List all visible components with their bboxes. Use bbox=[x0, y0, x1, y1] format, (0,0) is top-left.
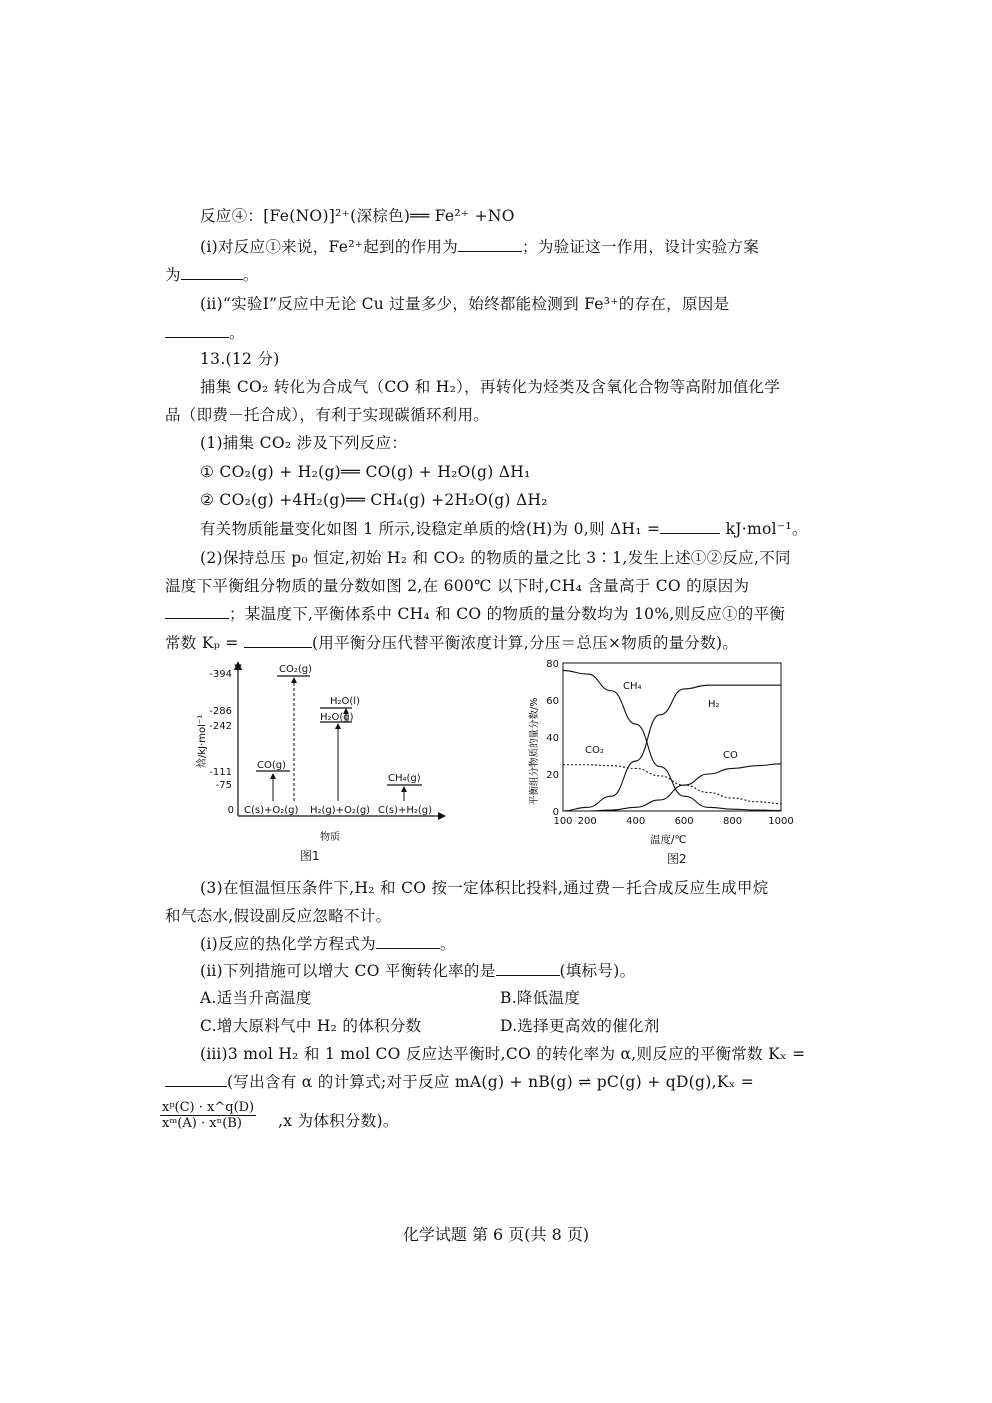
xtick-label: 200 bbox=[577, 816, 597, 827]
kp-label: 常数 Kₚ = bbox=[165, 634, 239, 652]
part-3-iii-note: (写出含有 α 的计算式;对于反应 mA(g) + nB(g) ⇌ pC(g) + qD(g),Kₓ = bbox=[227, 1073, 755, 1091]
part-1-question bbox=[200, 518, 808, 540]
part-2-line-3-text: ；某温度下,平衡体系中 CH₄ 和 CO 的物质的量分数均为 10%,则反应①的平衡 bbox=[229, 605, 786, 623]
part-2-line-1: (2)保持总压 p₀ 恒定,初始 H₂ 和 CO₂ 的物质的量之比 3∶1,发生上述①②反应,不同 bbox=[200, 549, 791, 567]
xtick-label: 800 bbox=[723, 816, 743, 827]
label-co2: CO₂ bbox=[585, 745, 604, 756]
question-ii-line: (ⅱ)“实验Ⅰ”反应中无论 Cu 过量多少，始终都能检测到 Fe³⁺的存在，原因是 bbox=[200, 295, 730, 313]
ytick: -75 bbox=[215, 780, 232, 791]
ytick: -242 bbox=[209, 721, 232, 732]
answer-blank[interactable] bbox=[376, 934, 440, 949]
equation-2: ② CO₂(g) +4H₂(g)══ CH₄(g) +2H₂O(g) ΔH₂ bbox=[200, 491, 548, 509]
level-co2: CO₂(g) bbox=[279, 664, 313, 675]
level-co: CO(g) bbox=[257, 760, 287, 771]
ytick-label: 20 bbox=[546, 770, 559, 781]
period: 。 bbox=[439, 935, 456, 953]
fig1-ylabel: 焓/kJ·mol⁻¹ bbox=[197, 714, 208, 768]
answer-blank[interactable] bbox=[165, 323, 229, 338]
equation-1: ① CO₂(g) + H₂(g)══ CO(g) + H₂O(g) ΔH₁ bbox=[200, 463, 531, 481]
level-ch4: CH₄(g) bbox=[388, 773, 421, 784]
fig2-ylabel: 平衡组分物质的量分数/% bbox=[529, 697, 540, 805]
answer-blank[interactable] bbox=[165, 1072, 227, 1087]
part-2-line-2: 温度下平衡组分物质的量分数如图 2,在 600℃ 以下时,CH₄ 含量高于 CO 的原因为 bbox=[165, 577, 750, 595]
base-3: C(s)+H₂(g) bbox=[378, 805, 433, 816]
option-d: D.选择更高效的催化剂 bbox=[500, 1017, 660, 1035]
option-a: A.适当升高温度 bbox=[200, 989, 312, 1007]
level-h2o-l: H₂O(l) bbox=[330, 696, 360, 707]
part-2-line-3 bbox=[165, 603, 785, 625]
part-3-ii-text: (ⅱ)下列措施可以增大 CO 平衡转化率的是 bbox=[200, 962, 496, 980]
question-13-header: 13.(12 分) bbox=[200, 350, 280, 368]
fraction-numerator: xᵖ(C) · x^q(D) bbox=[162, 1100, 255, 1115]
answer-blank[interactable] bbox=[244, 633, 312, 648]
part-3-ii-note: (填标号)。 bbox=[559, 962, 636, 980]
level-h2o-g: H₂O(g) bbox=[320, 712, 354, 723]
figure-2-chart bbox=[515, 655, 815, 855]
answer-blank[interactable] bbox=[660, 519, 720, 534]
label-ch4: CH₄ bbox=[623, 681, 642, 692]
answer-blank[interactable] bbox=[458, 237, 522, 252]
part-1-question-text: 有关物质能量变化如图 1 所示,设稳定单质的焓(H)为 0,则 ΔH₁ = bbox=[200, 520, 661, 538]
figure-1-energy-diagram bbox=[170, 658, 460, 870]
intro-line-1: 捕集 CO₂ 转化为合成气（CO 和 H₂），再转化为烃类及含氧化合物等高附加值化学 bbox=[200, 378, 781, 396]
part-3-iii: (ⅲ)3 mol H₂ 和 1 mol CO 反应达平衡时,CO 的转化率为 α,则反应的平衡常数 Kₓ = bbox=[200, 1045, 806, 1063]
period: 。 bbox=[229, 324, 245, 342]
part-3-i bbox=[200, 933, 456, 955]
unit-text: kJ·mol⁻¹。 bbox=[725, 520, 808, 538]
series-line bbox=[563, 765, 781, 804]
fig1-caption: 图1 bbox=[300, 849, 320, 863]
base-1: C(s)+O₂(g) bbox=[244, 805, 299, 816]
label-co: CO bbox=[723, 750, 738, 761]
xtick-label: 400 bbox=[626, 816, 646, 827]
part-1: (1)捕集 CO₂ 涉及下列反应： bbox=[200, 434, 408, 452]
part-3-iii-cont bbox=[165, 1071, 754, 1093]
label-h2: H₂ bbox=[708, 699, 720, 710]
xtick-label: 600 bbox=[674, 816, 694, 827]
intro-line-2: 品（即费－托合成），有利于实现碳循环利用。 bbox=[165, 406, 490, 424]
question-i-line bbox=[200, 236, 759, 258]
answer-blank[interactable] bbox=[496, 961, 560, 976]
ytick-label: 60 bbox=[546, 696, 559, 707]
ytick: -286 bbox=[209, 706, 232, 717]
question-i-cont bbox=[165, 264, 259, 286]
part-2-line-4 bbox=[165, 632, 738, 654]
series-line bbox=[563, 670, 781, 810]
ytick: -111 bbox=[209, 767, 232, 778]
kx-fraction bbox=[160, 1100, 256, 1131]
option-c: C.增大原料气中 H₂ 的体积分数 bbox=[200, 1017, 422, 1035]
page-footer: 化学试题 第 6 页(共 8 页) bbox=[402, 1225, 590, 1244]
ytick-label: 0 bbox=[552, 807, 559, 818]
answer-blank[interactable] bbox=[165, 604, 229, 619]
xtick-label: 100 bbox=[553, 816, 573, 827]
kp-note: (用平衡分压代替平衡浓度计算,分压＝总压×物质的量分数)。 bbox=[311, 634, 739, 652]
ytick-label: 40 bbox=[546, 733, 559, 744]
ytick-label: 80 bbox=[546, 659, 559, 670]
question-i-text-c: 为 bbox=[165, 266, 181, 284]
ytick: -394 bbox=[209, 669, 232, 680]
fraction-tail: ,x 为体积分数)。 bbox=[278, 1112, 399, 1130]
fig1-xlabel: 物质 bbox=[320, 832, 340, 843]
fig2-caption: 图2 bbox=[667, 852, 687, 866]
reaction-4: 反应④：[Fe(NO)]²⁺(深棕色)══ Fe²⁺ +NO bbox=[200, 207, 515, 225]
option-b: B.降低温度 bbox=[500, 989, 581, 1007]
period: 。 bbox=[242, 266, 259, 284]
part-3-line-1: (3)在恒温恒压条件下,H₂ 和 CO 按一定体积比投料,通过费－托合成反应生成甲烷 bbox=[200, 879, 769, 897]
part-3-ii bbox=[200, 960, 635, 982]
question-i-text: (ⅰ)对反应①来说，Fe²⁺起到的作用为 bbox=[200, 238, 459, 256]
fig2-xlabel: 温度/℃ bbox=[650, 834, 687, 846]
question-i-text-b: ；为验证这一作用，设计实验方案 bbox=[522, 238, 760, 256]
ytick: 0 bbox=[227, 805, 234, 816]
answer-blank[interactable] bbox=[181, 265, 243, 280]
part-3-line-2: 和气态水,假设副反应忽略不计。 bbox=[165, 907, 392, 925]
xtick-label: 1000 bbox=[768, 816, 794, 827]
part-3-i-text: (ⅰ)反应的热化学方程式为 bbox=[200, 935, 376, 953]
question-ii-cont bbox=[165, 322, 245, 344]
base-2: H₂(g)+O₂(g) bbox=[310, 805, 371, 816]
fraction-denominator: xᵐ(A) · xⁿ(B) bbox=[162, 1116, 242, 1131]
